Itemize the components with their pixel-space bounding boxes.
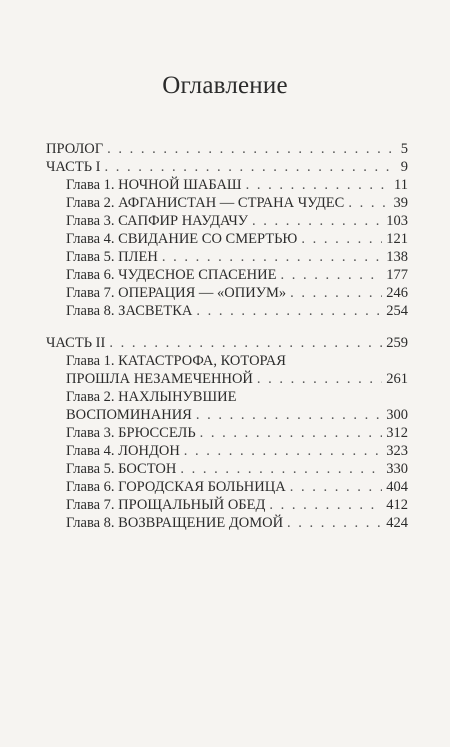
toc-page-number: 103 bbox=[386, 213, 408, 229]
toc-entry-label: Глава 1. НОЧНОЙ ШАБАШ bbox=[66, 177, 242, 193]
dot-leader bbox=[269, 496, 382, 514]
toc-entry-chapter bbox=[46, 194, 408, 212]
toc-entry-label: Глава 8. ЗАСВЕТКА bbox=[66, 303, 193, 319]
toc-entry-label: Глава 6. ЧУДЕСНОЕ СПАСЕНИЕ bbox=[66, 267, 277, 283]
dot-leader bbox=[290, 478, 383, 496]
toc-page-number: 412 bbox=[386, 497, 408, 513]
toc-part1-block bbox=[46, 137, 408, 320]
toc-page-number: 312 bbox=[386, 425, 408, 441]
toc-entry-label: Глава 5. БОСТОН bbox=[66, 461, 177, 477]
toc-entry-label: ЧАСТЬ II bbox=[46, 335, 106, 351]
toc-part2-block bbox=[46, 334, 408, 532]
toc-entry-label-first-line: Глава 2. НАХЛЫНУВШИЕ bbox=[66, 389, 237, 405]
toc-page-number: 5 bbox=[400, 141, 408, 157]
toc-page-number: 404 bbox=[386, 479, 408, 495]
dot-leader bbox=[196, 406, 382, 424]
dot-leader bbox=[184, 442, 382, 460]
toc-entry-chapter bbox=[46, 514, 408, 532]
toc-entry-chapter bbox=[46, 302, 408, 320]
toc-page-number: 246 bbox=[386, 285, 408, 301]
toc-page-number: 121 bbox=[386, 231, 408, 247]
dot-leader bbox=[107, 140, 397, 158]
toc-entry-chapter bbox=[46, 460, 408, 478]
toc-page-number: 11 bbox=[394, 177, 408, 193]
toc-page-number: 259 bbox=[386, 335, 408, 351]
toc-entry-chapter bbox=[46, 424, 408, 442]
toc-entry-chapter bbox=[46, 248, 408, 266]
toc-page-number: 424 bbox=[386, 515, 408, 531]
toc-entry-label: Глава 4. ЛОНДОН bbox=[66, 443, 180, 459]
dot-leader bbox=[196, 302, 382, 320]
toc-entry-label: ПРОШЛА НЕЗАМЕЧЕННОЙ bbox=[66, 371, 253, 387]
toc-entry-chapter bbox=[46, 478, 408, 496]
toc-entry-part2 bbox=[46, 334, 408, 352]
toc-entry-label: Глава 3. САПФИР НАУДАЧУ bbox=[66, 213, 249, 229]
toc-entry-label: Глава 7. ПРОЩАЛЬНЫЙ ОБЕД bbox=[66, 497, 266, 513]
toc-page-number: 39 bbox=[393, 195, 408, 211]
toc-page-number: 330 bbox=[386, 461, 408, 477]
toc-page-number: 323 bbox=[386, 443, 408, 459]
toc-entry-label: Глава 5. ПЛЕН bbox=[66, 249, 158, 265]
toc-page-number: 261 bbox=[386, 371, 408, 387]
toc-entry-label: Глава 3. БРЮССЕЛЬ bbox=[66, 425, 196, 441]
toc-entry-chapter bbox=[46, 406, 408, 424]
dot-leader bbox=[280, 266, 382, 284]
dot-leader bbox=[287, 514, 382, 532]
dot-leader bbox=[162, 248, 382, 266]
toc-entry-label: Глава 8. ВОЗВРАЩЕНИЕ ДОМОЙ bbox=[66, 515, 284, 531]
toc-entry-chapter bbox=[46, 496, 408, 514]
dot-leader bbox=[257, 370, 382, 388]
toc-entry-label: Глава 2. АФГАНИСТАН — СТРАНА ЧУДЕС bbox=[66, 195, 345, 211]
toc-entry-chapter bbox=[46, 266, 408, 284]
toc-entry-label: ПРОЛОГ bbox=[46, 141, 104, 157]
toc-entry-label: ЧАСТЬ I bbox=[46, 159, 101, 175]
toc-entry-chapter bbox=[46, 176, 408, 194]
dot-leader bbox=[200, 424, 383, 442]
toc-entry-label: ВОСПОМИНАНИЯ bbox=[66, 407, 192, 423]
toc-entry-prologue bbox=[46, 137, 408, 158]
toc-entry-label: Глава 7. ОПЕРАЦИЯ — «ОПИУМ» bbox=[66, 285, 287, 301]
toc-page-number: 9 bbox=[400, 159, 408, 175]
toc-entry-chapter bbox=[46, 212, 408, 230]
toc-entry-label-first-line: Глава 1. КАТАСТРОФА, КОТОРАЯ bbox=[66, 353, 286, 369]
dot-leader bbox=[104, 158, 396, 176]
dot-leader bbox=[180, 460, 382, 478]
toc-page-number: 138 bbox=[386, 249, 408, 265]
toc-page-number: 254 bbox=[386, 303, 408, 319]
toc-page-number: 177 bbox=[386, 267, 408, 283]
toc-entry-chapter bbox=[46, 284, 408, 302]
toc-entry-label: Глава 6. ГОРОДСКАЯ БОЛЬНИЦА bbox=[66, 479, 286, 495]
dot-leader bbox=[252, 212, 382, 230]
dot-leader bbox=[301, 230, 382, 248]
dot-leader bbox=[109, 334, 382, 352]
dot-leader bbox=[348, 194, 389, 212]
toc-entry-part1 bbox=[46, 158, 408, 176]
toc-entry-chapter bbox=[46, 370, 408, 388]
dot-leader bbox=[246, 176, 390, 194]
page-title: Оглавление bbox=[162, 72, 288, 99]
dot-leader bbox=[290, 284, 382, 302]
toc-entry-chapter bbox=[46, 442, 408, 460]
toc-entry-chapter bbox=[46, 230, 408, 248]
toc-page-number: 300 bbox=[386, 407, 408, 423]
toc-entry-label: Глава 4. СВИДАНИЕ СО СМЕРТЬЮ bbox=[66, 231, 298, 247]
